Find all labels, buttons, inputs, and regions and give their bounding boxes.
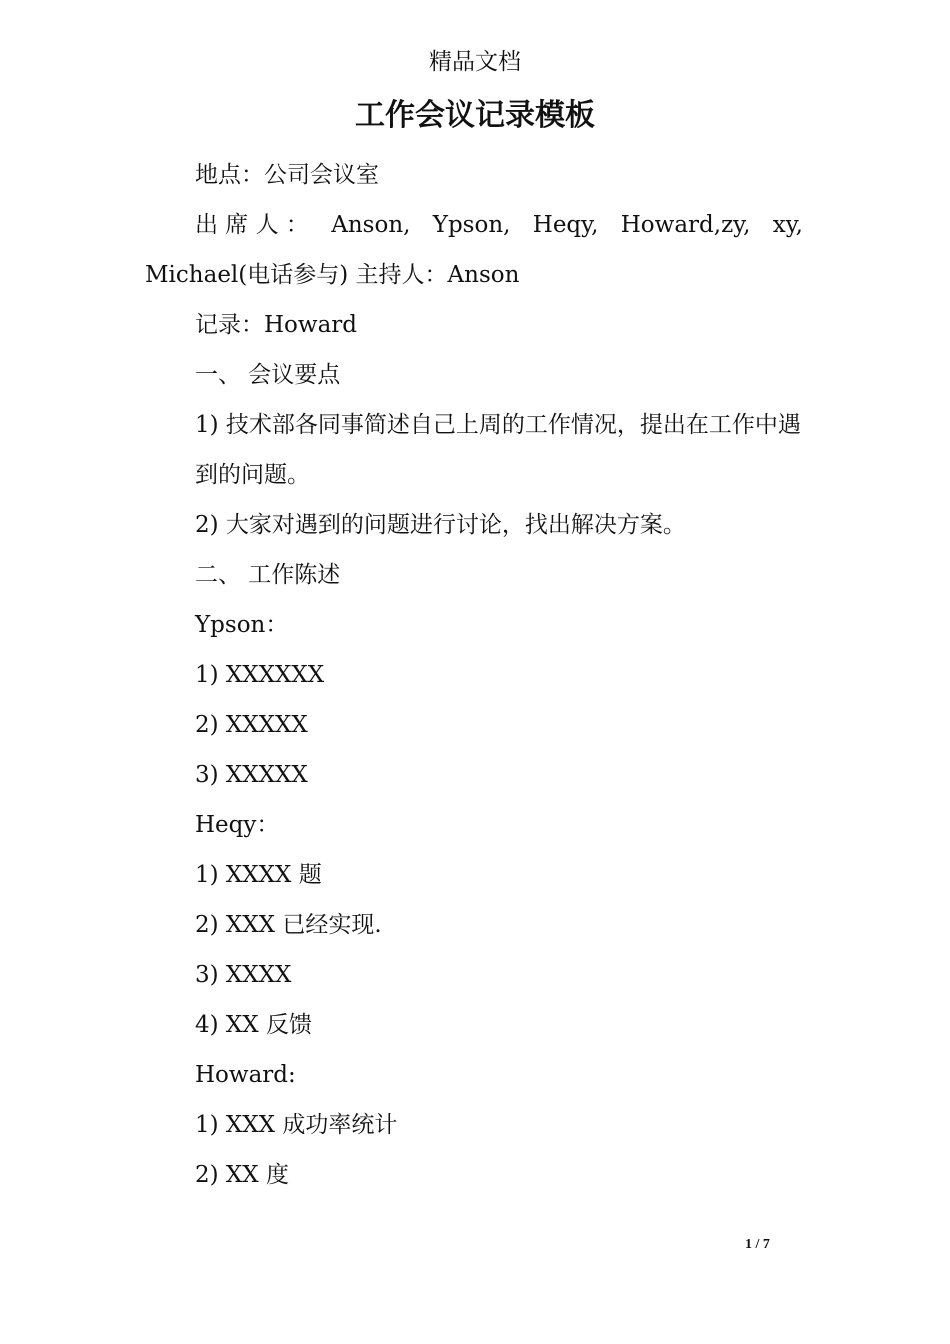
meeting-point-item: 1) 技术部各同事简述自己上周的工作情况，提出在工作中遇到的问题。	[195, 412, 801, 488]
attendee-name: Ypson,	[432, 212, 511, 238]
page-header: 精品文档	[429, 49, 521, 75]
document-title: 工作会议记录模板	[355, 98, 595, 133]
section-heading: 二、 工作陈述	[195, 562, 341, 588]
work-item: 1) XXXXXX	[195, 662, 325, 688]
work-item: 1) XXX 成功率统计	[195, 1112, 398, 1138]
person-name: Howard:	[195, 1062, 296, 1088]
attendees-label: 出 席 人 ：	[195, 212, 309, 238]
attendees-continuation-line: Michael(电话参与) 主持人：Anson	[145, 262, 520, 288]
recorder-line: 记录：Howard	[195, 312, 358, 338]
attendee-name: xy,	[772, 212, 803, 238]
work-item: 3) XXXXX	[195, 762, 308, 788]
work-item: 4) XX 反馈	[195, 1012, 312, 1038]
work-item: 3) XXXX	[195, 962, 292, 988]
section-heading: 一、 会议要点	[195, 362, 341, 388]
work-item: 2) XXX 已经实现.	[195, 912, 382, 938]
attendee-name: Anson,	[331, 212, 411, 238]
work-item: 2) XXXXX	[195, 712, 308, 738]
work-item: 1) XXXX 题	[195, 862, 322, 888]
meeting-point-item: 2) 大家对遇到的问题进行讨论，找出解决方案。	[195, 512, 686, 538]
document-body	[145, 150, 803, 1200]
person-name: Heqy：	[195, 812, 280, 838]
attendee-name: Howard,zy,	[620, 212, 751, 238]
work-item: 2) XX 度	[195, 1162, 289, 1188]
location-line: 地点：公司会议室	[195, 162, 379, 188]
attendee-name: Heqy,	[532, 212, 599, 238]
page-number: 1 / 7	[745, 1237, 770, 1252]
person-name: Ypson：	[195, 612, 289, 638]
attendees-line	[145, 200, 803, 250]
